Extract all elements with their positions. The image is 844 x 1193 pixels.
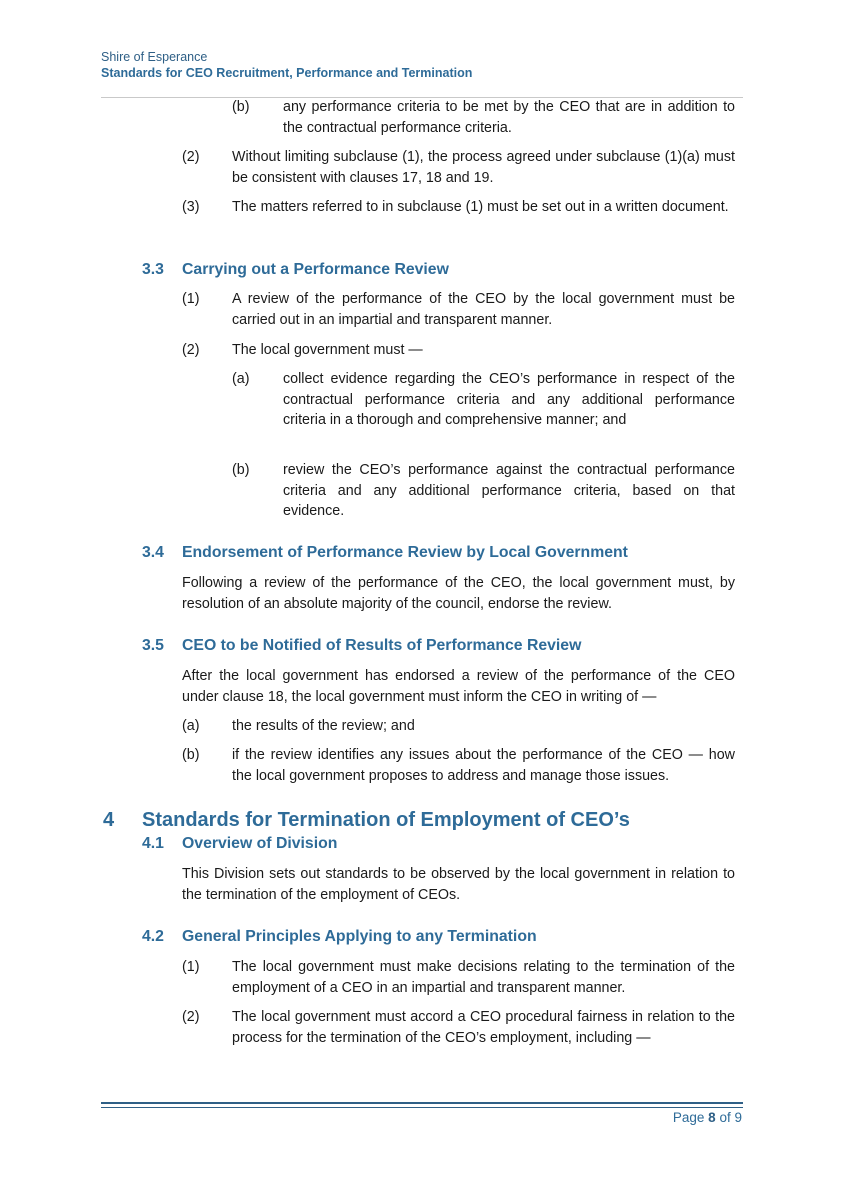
section-number: 3.5 xyxy=(142,637,164,654)
of-word: of xyxy=(719,1110,731,1125)
paragraph: The local government must — xyxy=(232,342,423,358)
section-number: 3.4 xyxy=(142,544,164,561)
section-title: Overview of Division xyxy=(182,835,338,852)
item-number: (a) xyxy=(182,718,200,734)
section-number: 3.3 xyxy=(142,261,164,278)
chapter-number: 4 xyxy=(103,809,115,831)
paragraph: The matters referred to in subclause (1) must be set out in a written document. xyxy=(232,199,729,215)
paragraph: The local government must make decisions relating to the termination of the employment of a CEO in an impartial and transparent manner. xyxy=(232,959,735,996)
organisation-name: Shire of Esperance xyxy=(101,50,208,64)
total-pages: 9 xyxy=(734,1110,742,1125)
item-number: (a) xyxy=(232,371,250,387)
paragraph: The local government must accord a CEO procedural fairness in relation to the process for the termination of the CEO’s employment, including — xyxy=(232,1009,735,1046)
paragraph: This Division sets out standards to be observed by the local government in relation to the termination of the employment of CEOs. xyxy=(182,866,735,903)
paragraph: any performance criteria to be met by the CEO that are in addition to the contractual performance criteria. xyxy=(283,99,735,136)
paragraph: if the review identifies any issues about the performance of the CEO — how the local government proposes to address and manage those issues. xyxy=(232,747,735,784)
section-title: CEO to be Notified of Results of Performance Review xyxy=(182,637,582,654)
footer-divider-thin xyxy=(101,1107,743,1108)
document-title: Standards for CEO Recruitment, Performance and Termination xyxy=(101,66,473,80)
section-title: General Principles Applying to any Termination xyxy=(182,928,537,945)
section-number: 4.2 xyxy=(142,928,164,945)
footer-divider-thick xyxy=(101,1102,743,1104)
item-number: (2) xyxy=(182,1009,200,1025)
section-title: Endorsement of Performance Review by Local Government xyxy=(182,544,628,561)
page-number xyxy=(673,1110,742,1125)
item-number: (2) xyxy=(182,149,200,165)
item-number: (b) xyxy=(182,747,200,763)
item-number: (2) xyxy=(182,342,200,358)
item-number: (3) xyxy=(182,199,200,215)
item-number: (b) xyxy=(232,99,250,115)
chapter-title: Standards for Termination of Employment of CEO’s xyxy=(142,809,630,831)
paragraph: the results of the review; and xyxy=(232,718,415,734)
paragraph: collect evidence regarding the CEO’s performance in respect of the contractual performance criteria and any additional performance criteria in a thorough and comprehensive manner; and xyxy=(283,371,735,429)
paragraph: Following a review of the performance of the CEO, the local government must, by resolution of an absolute majority of the council, endorse the review. xyxy=(182,575,735,612)
paragraph: Without limiting subclause (1), the process agreed under subclause (1)(a) must be consistent with clauses 17, 18 and 19. xyxy=(232,149,735,186)
paragraph: review the CEO’s performance against the contractual performance criteria and any additional performance criteria, based on that evidence. xyxy=(283,462,735,520)
page-word: Page xyxy=(672,1110,705,1125)
item-number: (1) xyxy=(182,291,200,307)
section-title: Carrying out a Performance Review xyxy=(182,261,449,278)
paragraph: After the local government has endorsed a review of the performance of the CEO under clause 18, the local government must inform the CEO in writing of — xyxy=(182,668,735,705)
current-page: 8 xyxy=(708,1110,716,1125)
item-number: (b) xyxy=(232,462,250,478)
item-number: (1) xyxy=(182,959,200,975)
paragraph: A review of the performance of the CEO by the local government must be carried out in an impartial and transparent manner. xyxy=(232,291,735,328)
page-header xyxy=(101,50,472,81)
section-number: 4.1 xyxy=(142,835,164,852)
